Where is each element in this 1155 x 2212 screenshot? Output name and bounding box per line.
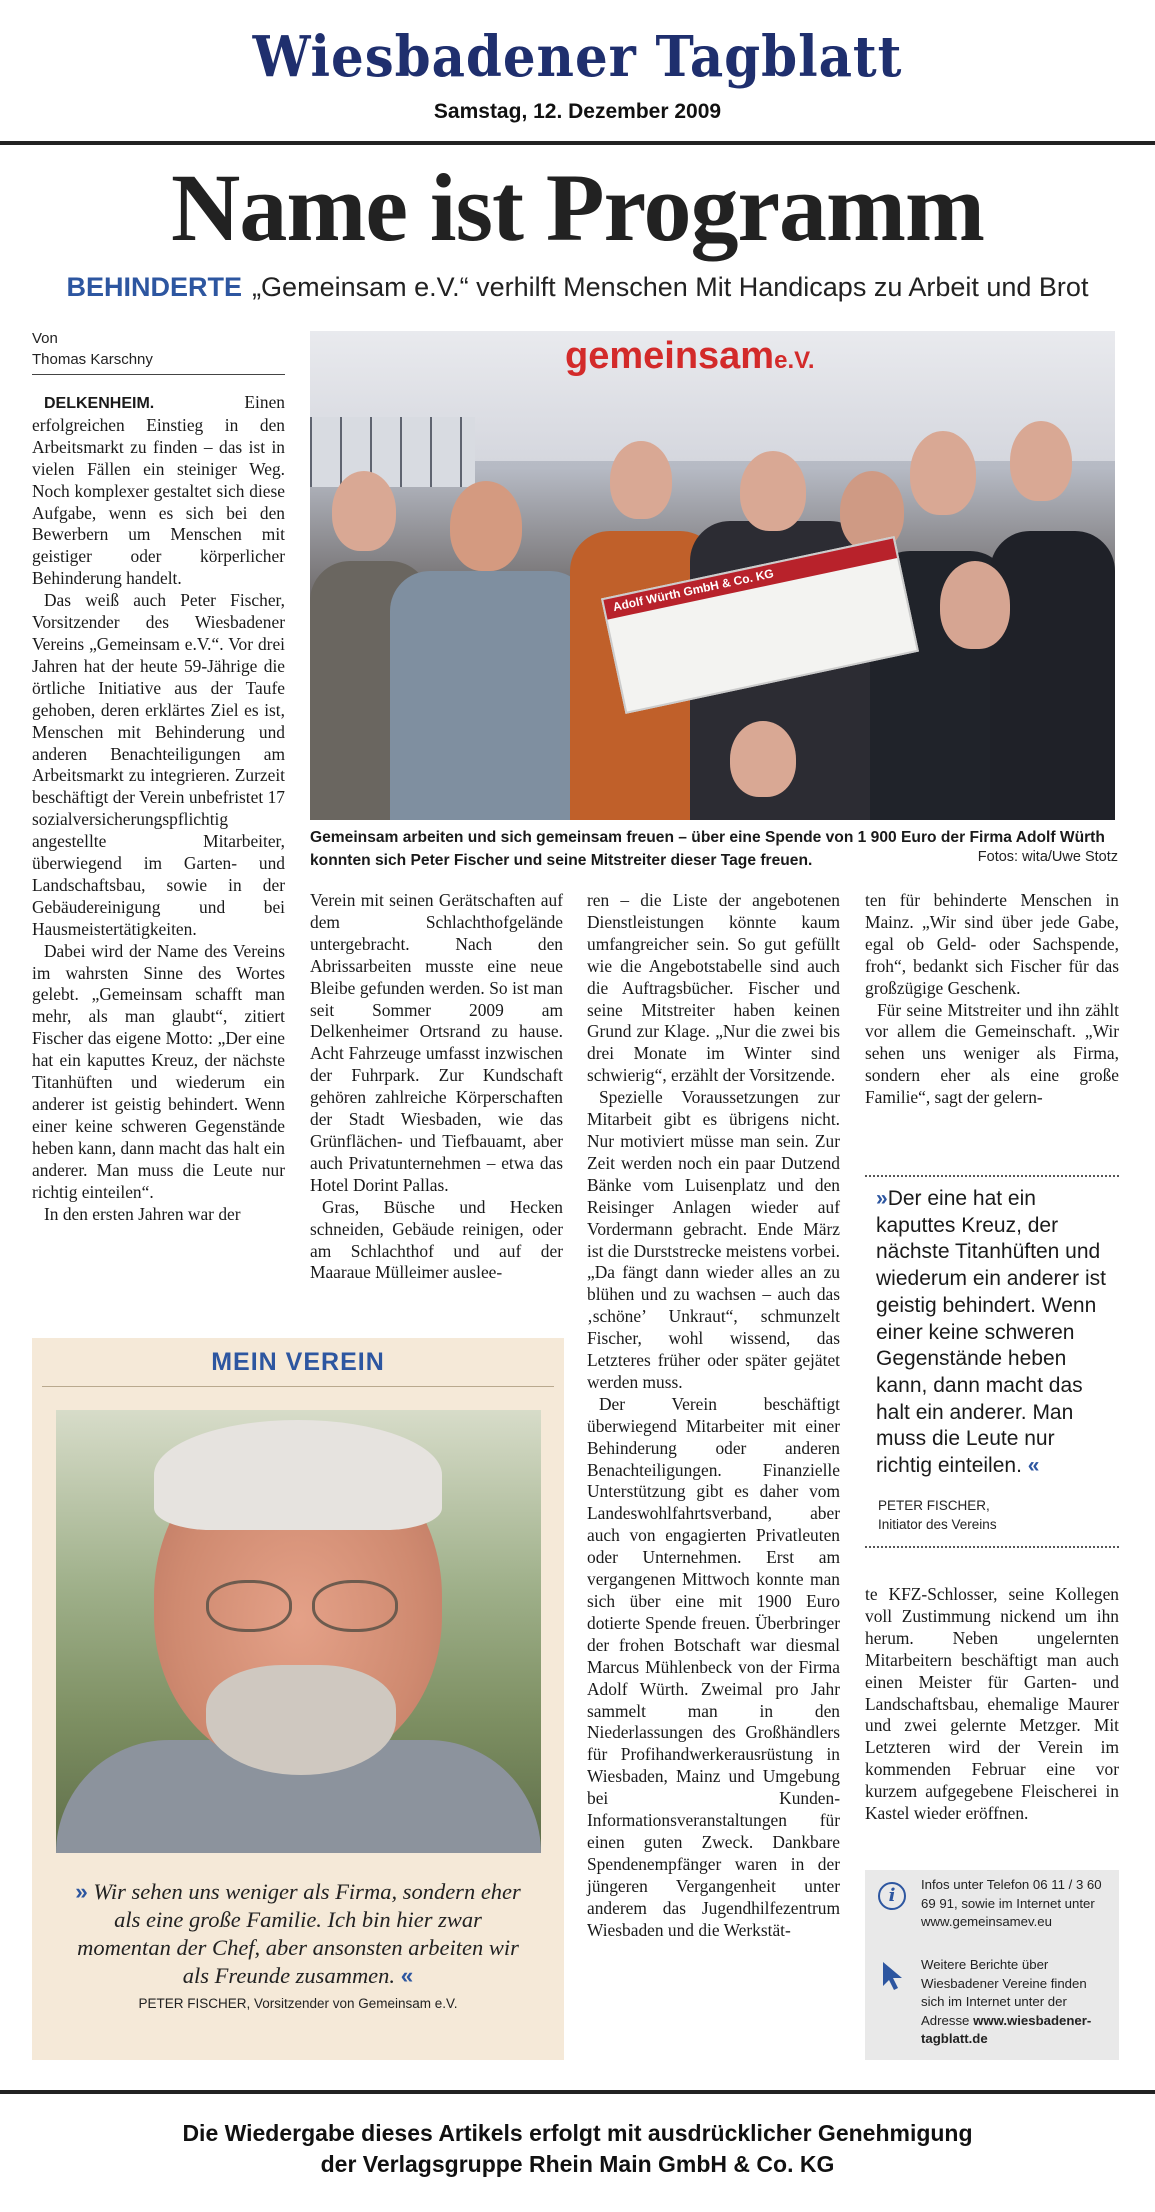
dateline: DELKENHEIM. bbox=[44, 395, 155, 412]
text-column-2 bbox=[310, 890, 563, 1284]
paragraph: Für seine Mitstreiter und ihn zählt vor allem die Gemeinschaft. „Wir sehen uns weniger als Firma, sondern eher als eine große Familie“, sagt der gelern- bbox=[865, 999, 1119, 1108]
text-column-1 bbox=[32, 392, 285, 1225]
quote-close-mark: « bbox=[1027, 1454, 1040, 1478]
photo-sign: gemeinsame.V. bbox=[565, 335, 815, 377]
bottom-rule bbox=[0, 2090, 1155, 2094]
pull-quote-name: PETER FISCHER, bbox=[878, 1498, 990, 1513]
paragraph: te KFZ-Schlosser, seine Kollegen voll Zustimmung nickend um ihn herum. Neben ungelernten Mitarbeitern beschäftigt man auch einen Meister für Garten- und Landschaftsbau, ehemalige Maurer und zwei gelernte Metzger. Mit Letzteren wird der Verein im kommenden Februar eine vor kurzem aufgegebene Fleischerei in Kastel wieder eröffnen. bbox=[865, 1584, 1119, 1824]
verein-box-rule bbox=[42, 1386, 554, 1387]
cursor-icon bbox=[881, 1960, 907, 1992]
headline: Name ist Programm bbox=[171, 154, 984, 261]
paragraph: Verein mit seinen Gerätschaften auf dem Schlachthofgelände untergebracht. Nach den Abrissarbeiten musste eine neue Bleibe gefunden werden. So ist man seit Sommer 2009 am Delkenheimer Ortsrand zu hause. Acht Fahrzeuge umfasst inzwischen der Fuhrpark. Zur Kundschaft gehören zahlreiche Körperschaften der Stadt Wiesbaden, wie das Grünflächen- und Tiefbauamt, aber auch Privatunternehmen – etwa das Hotel Dorint Pallas. bbox=[310, 890, 563, 1195]
issue-date: Samstag, 12. Dezember 2009 bbox=[433, 100, 722, 123]
subheadline-row bbox=[0, 272, 1155, 303]
byline-prefix: Von bbox=[32, 330, 58, 347]
web-info-text: Weitere Berichte über Wiesbadener Vereine finden sich im Internet unter der Adresse bbox=[921, 1957, 1087, 2028]
verein-quote-text: Wir sehen uns weniger als Firma, sondern eher als eine große Familie. Ich bin hier zwar momentan der Chef, aber ansonsten arbeiten wir als Freunde zusammen. bbox=[77, 1879, 521, 1988]
reprint-notice bbox=[0, 2118, 1155, 2180]
mein-verein-box bbox=[32, 1338, 564, 2060]
pull-quote-text: Der eine hat ein kaputtes Kreuz, der nächste Titanhüften und wiederum ein anderer ist geistig behindert. Wenn einer keine schweren Gegenstände heben kann, dann macht das halt ein anderer. Man muss die Leute nur richtig einteilen. bbox=[876, 1187, 1106, 1478]
verein-quote-attribution: PETER FISCHER, Vorsitzender von Gemeinsam e.V. bbox=[138, 1996, 458, 2011]
paragraph: In den ersten Jahren war der bbox=[44, 1203, 241, 1224]
photo-window bbox=[310, 417, 475, 487]
verein-quote bbox=[72, 1878, 524, 1990]
quote-open-mark: » bbox=[876, 1187, 888, 1210]
paragraph: DELKENHEIM. Einen erfolgreichen Einstieg in den Arbeitsmarkt zu finden – das ist in vielen Fällen ein steiniger Weg. Noch komplexer gestaltet sich diese Aufgabe, wenn es sich bei den Bewerbern um Menschen mit geistiger oder körperlicher Behinderung handelt. bbox=[32, 392, 285, 589]
paragraph: Gras, Büsche und Hecken schneiden, Gebäude reinigen, oder am Schlachthof und auf der Maaraue Mülleimer auslee- bbox=[310, 1196, 563, 1283]
photo-caption: Gemeinsam arbeiten und sich gemeinsam freuen – über eine Spende von 1 900 Euro der Firma Adolf Würth konnten sich Peter Fischer und seine Mitstreiter dieser Tage freuen. bbox=[310, 829, 1105, 869]
pull-quote-rule-bottom bbox=[865, 1546, 1119, 1548]
paragraph: ten für behinderte Menschen in Mainz. „Wir sind über jede Gabe, egal ob Geld- oder Sachspende, froh“, bedankt sich Fischer für das großzügige Geschenk. bbox=[865, 890, 1119, 998]
text-column-4-continued bbox=[865, 1584, 1119, 1825]
photo-credit: Fotos: wita/Uwe Stotz bbox=[977, 849, 1118, 865]
info-box bbox=[865, 1870, 1119, 2060]
info-text: Infos unter Telefon 06 11 / 3 60 69 91, sowie im Internet unter www.gemeinsamev.eu bbox=[921, 1877, 1102, 1929]
pull-quote-rule-top bbox=[865, 1175, 1119, 1177]
group-photo bbox=[310, 331, 1115, 820]
paragraph: Der Verein beschäftigt überwiegend Mitarbeiter mit einer Behinderung oder anderen Benachteiligungen. Finanzielle Unterstützung gibt es daher vom Landeswohlfahrtsverband, aber auch von engagierten Privatleuten oder Unternehmen. Erst am vergangenen Mittwoch konnte man sich über eine mit 1900 Euro dotierte Spende freuen. Überbringer der frohen Botschaft war diesmal Marcus Mühlenbeck von der Firma Adolf Würth. Zweimal pro Jahr sammelt man in den Niederlassungen des Großhändlers für Profihandwerkerausrüstung in Wiesbaden, Mainz und Umgebung bei Kunden-Informationsveranstaltungen für einen guten Zweck. Dankbare Spendenempfänger waren in der jüngeren Vergangenheit unter anderem das Jugendhilfezentrum Wiesbaden und die Werkstät- bbox=[587, 1393, 840, 1940]
byline bbox=[32, 328, 285, 375]
text-column-4 bbox=[865, 890, 1119, 1109]
reprint-notice-line-1: Die Wiedergabe dieses Artikels erfolgt mit ausdrücklicher Genehmigung bbox=[182, 2120, 973, 2146]
web-info bbox=[921, 1956, 1111, 2049]
text-column-3 bbox=[587, 890, 840, 1942]
paragraph: Spezielle Voraussetzungen zur Mitarbeit gibt es übrigens nicht. Nur motiviert müsse man sein. Zur Zeit werden noch ein paar Dutzend Bänke vom Luisenplatz und den Reisinger Anlagen wieder auf Vordermann gebracht. Ende März ist die Durststrecke meistens vorbei. „Da fängt dann wieder alles an zu blühen und zu wachsen – auch das ‚schöne’ Unkraut“, schmunzelt Fischer, wohl wissend, das Letzteres früher oder später gejätet werden muss. bbox=[587, 1087, 840, 1392]
verein-box-title: MEIN VEREIN bbox=[211, 1348, 385, 1376]
paragraph: Das weiß auch Peter Fischer, Vorsitzender des Wiesbadener Vereins „Gemeinsam e.V.“. Vor drei Jahren hat der heute 59-Jährige die örtliche Initiative aus der Taufe gehoben, deren erklärtes Ziel es ist, Menschen mit Behinderung und anderen Benachteiligungen am Arbeitsmarkt zu integrieren. Zurzeit beschäftigt der Verein unbefristet 17 sozialversicherungspflichtig angestellte Mitarbeiter, überwiegend im Garten- und Landschaftsbau, sowie in der Gebäudereinigung und bei Hausmeistertätigkeiten. bbox=[32, 590, 285, 939]
pull-quote bbox=[876, 1186, 1116, 1480]
top-rule bbox=[0, 141, 1155, 145]
author-name: Thomas Karschny bbox=[32, 351, 153, 368]
cheque-header: Adolf Würth GmbH & Co. KG bbox=[603, 538, 897, 619]
quote-open-mark: » bbox=[75, 1879, 88, 1904]
info-icon: i bbox=[878, 1882, 906, 1910]
kicker: BEHINDERTE bbox=[66, 272, 243, 302]
paragraph: ren – die Liste der angebotenen Dienstleistungen könnte kaum umfangreicher sein. So gut gefüllt wie die Angebotstabelle sind auch die Auftragsbücher. Fischer und seine Mitstreiter haben keinen Grund zur Klage. „Nur die zwei bis drei Monate im Winter sind schwierig“, erzählt der Vorsitzende. bbox=[587, 890, 840, 1086]
quote-close-mark: « bbox=[400, 1963, 414, 1988]
reprint-notice-line-2: der Verlagsgruppe Rhein Main GmbH & Co. KG bbox=[320, 2151, 835, 2177]
portrait-photo bbox=[56, 1410, 541, 1853]
subheadline: „Gemeinsam e.V.“ verhilft Menschen Mit Handicaps zu Arbeit und Brot bbox=[252, 272, 1089, 302]
paragraph: Dabei wird der Name des Vereins im wahrsten Sinne des Wortes gelebt. „Gemeinsam schafft man mehr, als man glaubt“, zitiert Fischer das eigene Motto: „Der eine hat ein kaputtes Kreuz, der nächste Titanhüften und wiederum ein anderer ist geistig behindert. Wenn einer keine schweren Gegenstände heben kann, dann macht das halt ein anderer. Man muss die Leute nur richtig einteilen“. bbox=[32, 940, 285, 1202]
pull-quote-attribution bbox=[878, 1496, 1118, 1534]
newspaper-name: Wiesbadener Tagblatt bbox=[252, 24, 903, 90]
web-url[interactable]: www.wiesbadener-tagblatt.de bbox=[921, 2012, 1092, 2046]
pull-quote-role: Initiator des Vereins bbox=[878, 1517, 997, 1532]
